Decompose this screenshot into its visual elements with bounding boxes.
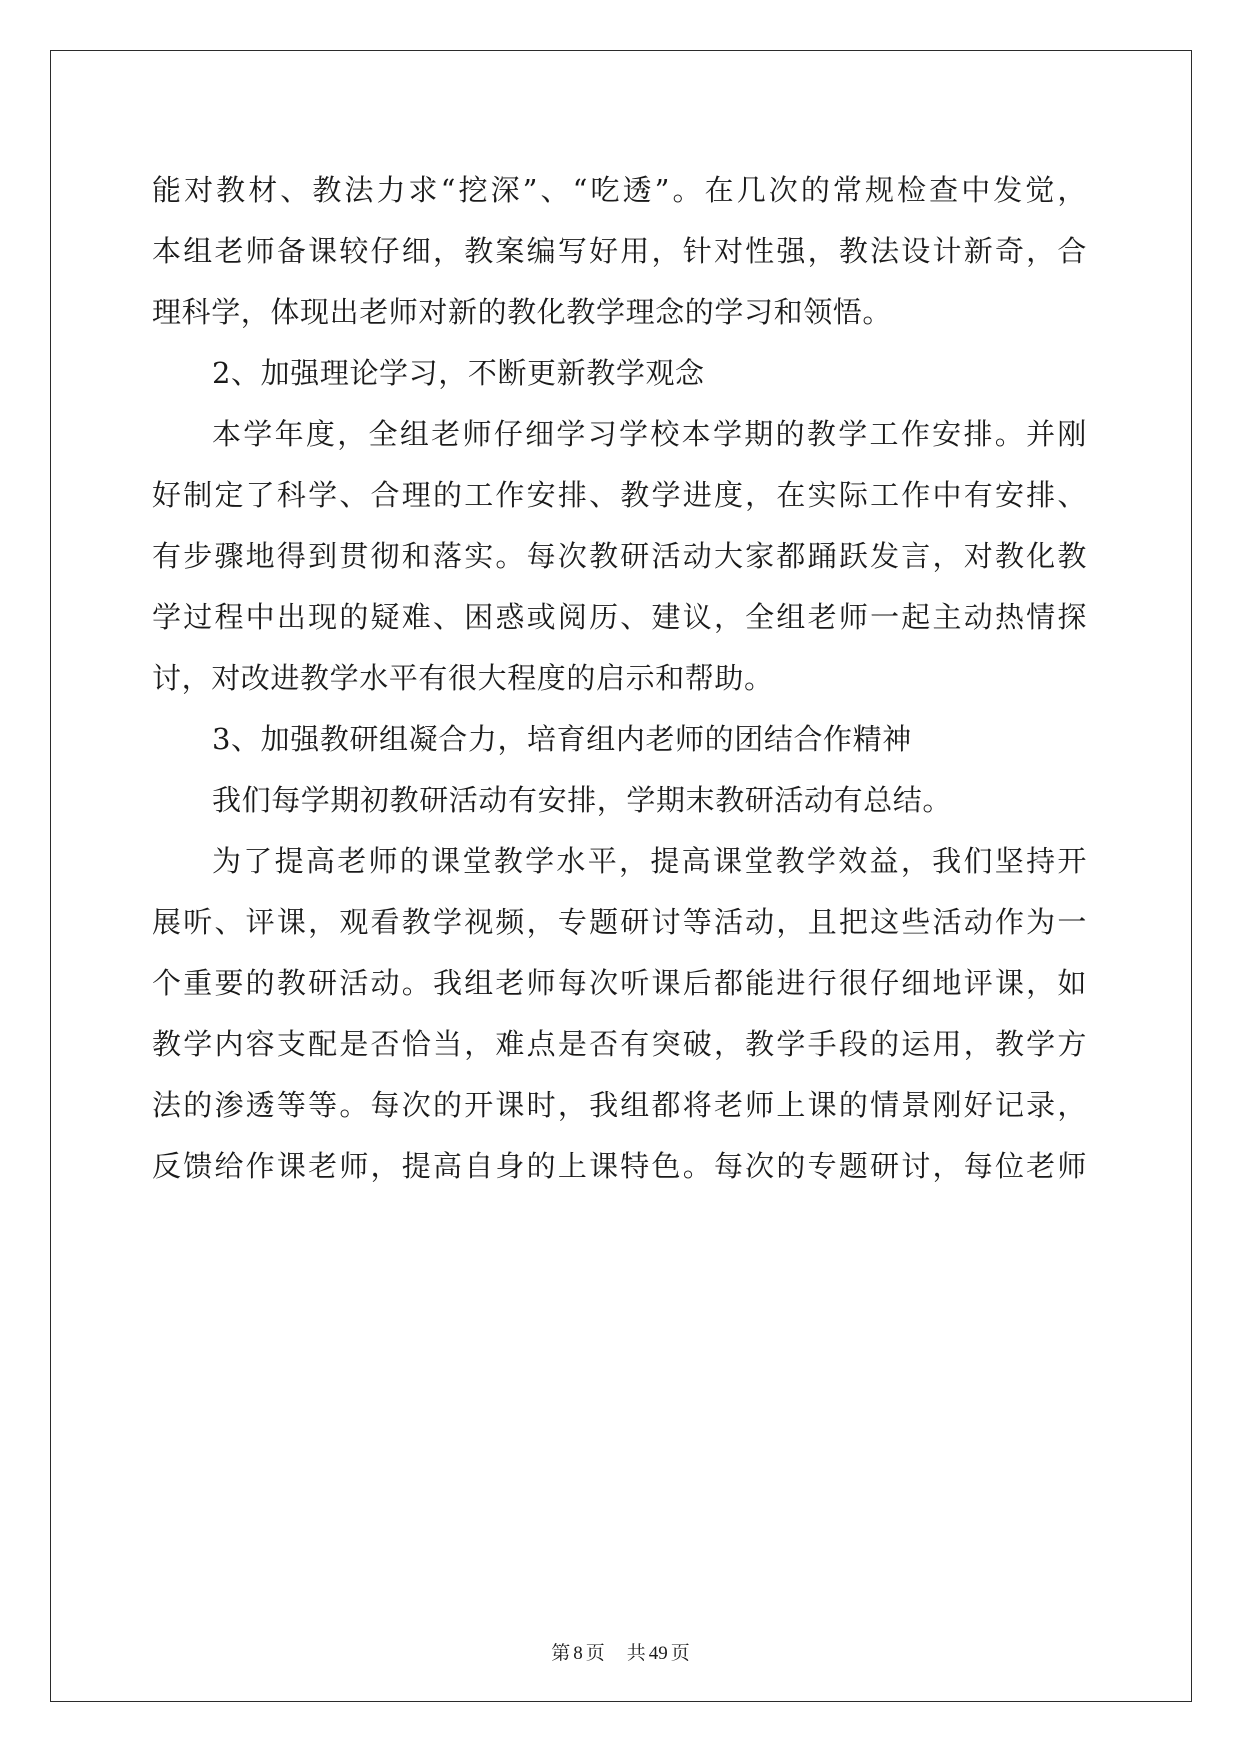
- text-line: 法的渗透等等。每次的开课时，我组都将老师上课的情景刚好记录，: [152, 1088, 1087, 1122]
- text-line: 我们每学期初教研活动有安排，学期末教研活动有总结。: [212, 783, 953, 817]
- page-number: 8: [573, 1643, 583, 1664]
- text-line: 本组老师备课较仔细，教案编写好用，针对性强，教法设计新奇，合: [152, 234, 1087, 268]
- text-line: 个重要的教研活动。我组老师每次听课后都能进行很仔细地评课，如: [152, 966, 1087, 1000]
- page-footer: [0, 1638, 1241, 1665]
- text-line: 理科学，体现出老师对新的教化教学理念的学习和领悟。: [152, 295, 893, 329]
- page-suffix: 页: [585, 1642, 605, 1664]
- section-heading: 3、加强教研组凝合力，培育组内老师的团结合作精神: [212, 722, 912, 756]
- text-line: 学过程中出现的疑难、困惑或阅历、建议，全组老师一起主动热情探: [152, 600, 1087, 634]
- text-line: 反馈给作课老师，提高自身的上课特色。每次的专题研讨，每位老师: [152, 1149, 1087, 1183]
- total-pages: 49: [648, 1643, 668, 1664]
- text-line: 展听、评课，观看教学视频，专题研讨等活动，且把这些活动作为一: [152, 905, 1087, 939]
- text-line: 教学内容支配是否恰当，难点是否有突破，教学手段的运用，教学方: [152, 1027, 1087, 1061]
- total-prefix: 共: [626, 1642, 646, 1664]
- text-line: 讨，对改进教学水平有很大程度的启示和帮助。: [152, 661, 774, 695]
- text-line: 本学年度，全组老师仔细学习学校本学期的教学工作安排。并刚: [212, 417, 1087, 451]
- text-line: 为了提高老师的课堂教学水平，提高课堂教学效益，我们坚持开: [212, 844, 1087, 878]
- text-line: 有步骤地得到贯彻和落实。每次教研活动大家都踊跃发言，对教化教: [152, 539, 1087, 573]
- page-prefix: 第: [551, 1642, 571, 1664]
- document-body: [152, 160, 1087, 1197]
- total-suffix: 页: [670, 1642, 690, 1664]
- text-line: 能对教材、教法力求“挖深”、“吃透”。在几次的常规检查中发觉，: [152, 173, 1087, 207]
- text-line: 好制定了科学、合理的工作安排、教学进度，在实际工作中有安排、: [152, 478, 1087, 512]
- section-heading: 2、加强理论学习，不断更新教学观念: [212, 356, 705, 390]
